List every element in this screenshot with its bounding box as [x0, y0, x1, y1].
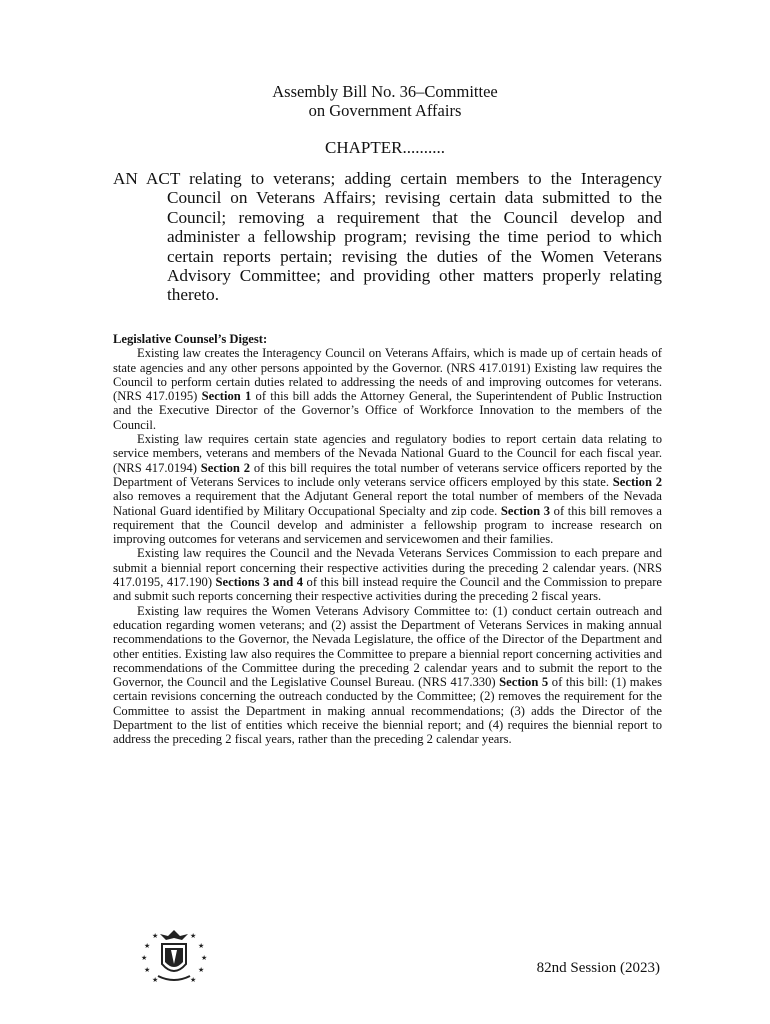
section-reference: Sections 3 and 4 — [215, 575, 304, 590]
digest-text: of this bill: (1) makes certain revisions concerning the outreach conducted by the Committee; (2) removes the requirement for the Committee to assist the Department in making annual recommendations; (3) adds the Director of the Department to the list of entities which receive the biennial report; and (4) requires the biennial report to address the preceding 2 fiscal years, rather than the preceding 2 calendar years. — [113, 675, 662, 747]
section-reference: Section 2 — [612, 474, 663, 489]
digest-text: Existing law requires the Council and the Nevada Veterans Services Commission to each prepare and submit a biennial report concerning their respective activities during the preceding 2 calendar years. (NRS 417.0195, 417.190) — [113, 546, 662, 590]
digest-paragraph-4 — [113, 604, 662, 747]
digest-text: of this bill adds the Attorney General, the Superintendent of Public Instruction and the Executive Director of the Governor’s Office of Workforce Innovation to the members of the Council. — [113, 389, 662, 432]
digest-paragraph-3 — [113, 546, 662, 603]
digest-text: of this bill instead require the Council and the Commission to prepare and submit such reports concerning their respective activities during the preceding 2 fiscal years. — [113, 575, 662, 604]
section-reference: Section 3 — [500, 503, 551, 518]
svg-text:★: ★ — [141, 954, 148, 962]
svg-text:★: ★ — [190, 932, 197, 940]
digest-text: of this bill requires the total number of veterans service officers reported by the Department of Veterans Services to include only veterans service officers employed by this state. — [113, 460, 662, 489]
section-reference: Section 2 — [200, 460, 251, 475]
act-summary: AN ACT relating to veterans; adding certain members to the Interagency Council on Veterans Affairs; revising certain data submitted to the Council; removing a requirement that the Council develop and administer a fellowship program; revising the time period to which certain reports pertain; revising the duties of the Women Veterans Advisory Committee; and providing other matters properly relating thereto. — [113, 169, 662, 305]
svg-text:★: ★ — [152, 976, 159, 984]
section-reference: Section 1 — [201, 389, 252, 404]
digest-text: Existing law creates the Interagency Council on Veterans Affairs, which is made up of certain heads of state agencies and any other persons appointed by the Governor. (NRS 417.0191) Existing law requires the Council to perform certain duties related to addressing the needs of and improving outcomes for veterans. (NRS 417.0195) — [113, 346, 662, 404]
legislative-digest — [113, 332, 662, 747]
digest-text: also removes a requirement that the Adjutant General report the total number of members of the Nevada National Guard identified by Military Occupational Specialty and zip code. — [113, 489, 662, 518]
digest-paragraph-2 — [113, 432, 662, 546]
digest-text: of this bill removes a requirement that the Council develop and administer a fellowship program to increase research on improving outcomes for veterans and servicemen and servicewomen and their families. — [113, 503, 662, 547]
svg-text:★: ★ — [198, 966, 205, 974]
svg-text:★: ★ — [152, 932, 159, 940]
svg-text:★: ★ — [144, 966, 151, 974]
svg-text:★: ★ — [190, 976, 197, 984]
section-reference: Section 5 — [499, 675, 549, 690]
nevada-state-seal-icon — [138, 924, 210, 988]
svg-text:★: ★ — [198, 942, 205, 950]
chapter-heading: CHAPTER.......... — [325, 138, 445, 157]
session-label: 82nd Session (2023) — [536, 960, 660, 976]
digest-text: Existing law requires certain state agencies and regulatory bodies to report certain data relating to service members, veterans and members of the Nevada National Guard to the Council for each fiscal year. (NRS 417.0194) — [113, 432, 662, 475]
svg-text:★: ★ — [201, 954, 208, 962]
digest-paragraph-1 — [113, 346, 662, 432]
digest-heading: Legislative Counsel’s Digest: — [113, 332, 268, 346]
svg-text:★: ★ — [144, 942, 151, 950]
bill-title-line1: Assembly Bill No. 36–Committee — [272, 82, 498, 101]
bill-title-line2: on Government Affairs — [308, 101, 462, 120]
digest-text: Existing law requires the Women Veterans Advisory Committee to: (1) conduct certain outreach and education regarding women veterans; and (2) assist the Department of Veterans Services in making annual recommendations to the Governor, the Nevada Legislature, the office of the Director of the Department and other entities. Existing law also requires the Committee to prepare a biennial report concerning activities and recommendations of the Committee during the preceding 2 calendar years and to submit the report to the Governor, the Council and the Legislative Counsel Bureau. (NRS 417.330) — [113, 603, 662, 690]
